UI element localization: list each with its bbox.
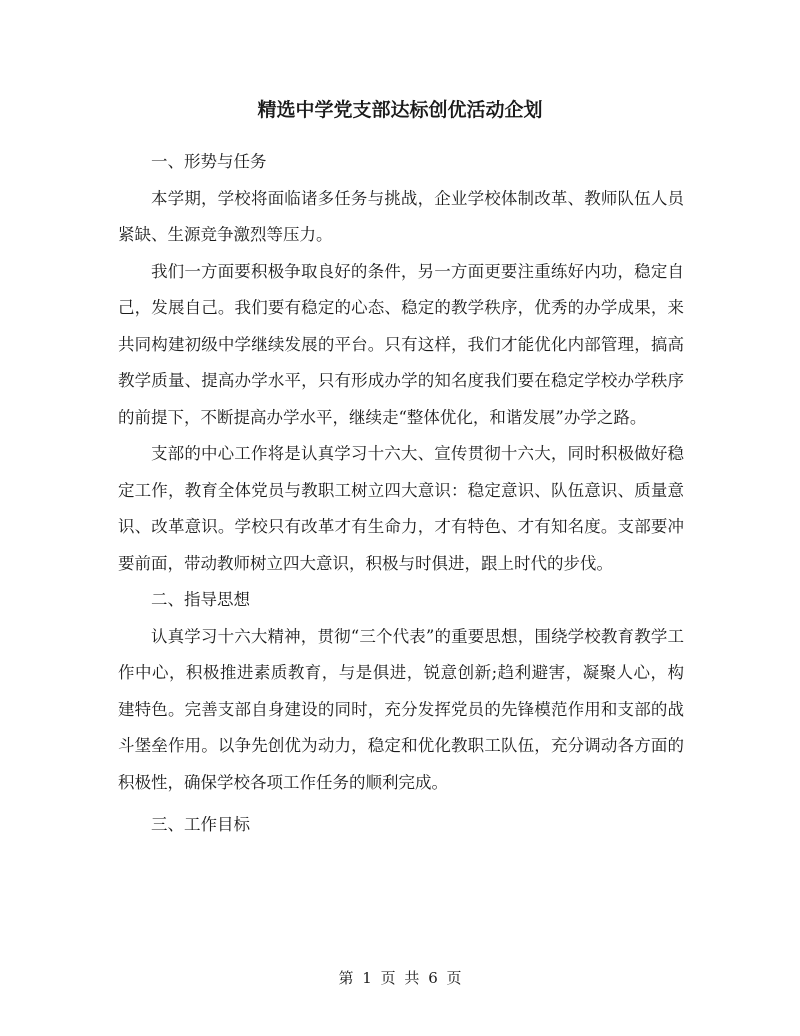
footer-total-pages: 6 [428, 969, 438, 987]
document-title: 精选中学党支部达标创优活动企划 [257, 99, 543, 121]
footer-prefix: 第 [338, 969, 354, 987]
footer-total-prefix: 共 [404, 969, 420, 987]
page-footer [0, 968, 800, 988]
section-heading: 二、指导思想 [151, 590, 250, 609]
section-heading: 三、工作目标 [151, 815, 250, 834]
paragraph: 支部的中心工作将是认真学习十六大、宣传贯彻十六大，同时积极做好稳定工作，教育全体党员与教职工树立四大意识：稳定意识、队伍意识、质量意识、改革意识。学校只有改革才有生命力，才有特色、才有知名度。支部要冲要前面，带动教师树立四大意识，积极与时俱进，跟上时代的步伐。 [118, 444, 684, 573]
section-heading: 一、形势与任务 [151, 152, 267, 171]
paragraph: 认真学习十六大精神，贯彻“三个代表”的重要思想，围绕学校教育教学工作中心，积极推进素质教育，与是俱进，锐意创新;趋利避害，凝聚人心，构建特色。完善支部自身建设的同时，充分发挥党员的先锋模范作用和支部的战斗堡垒作用。以争先创优为动力，稳定和优化教职工队伍，充分调动各方面的积极性，确保学校各项工作任务的顺利完成。 [118, 626, 684, 792]
footer-current-page: 1 [362, 969, 372, 987]
paragraph: 本学期，学校将面临诸多任务与挑战，企业学校体制改革、教师队伍人员紧缺、生源竞争激烈等压力。 [118, 188, 684, 244]
footer-page-label: 页 [380, 969, 396, 987]
document-body [118, 144, 684, 844]
paragraph: 我们一方面要积极争取良好的条件，另一方面更要注重练好内功，稳定自己，发展自己。我们要有稳定的心态、稳定的教学秩序，优秀的办学成果，来共同构建初级中学继续发展的平台。只有这样，我们才能优化内部管理，搞高教学质量、提高办学水平，只有形成办学的知名度我们要在稳定学校办学秩序的前提下，不断提高办学水平，继续走“整体优化，和谐发展”办学之路。 [118, 261, 684, 427]
footer-total-label: 页 [446, 969, 462, 987]
